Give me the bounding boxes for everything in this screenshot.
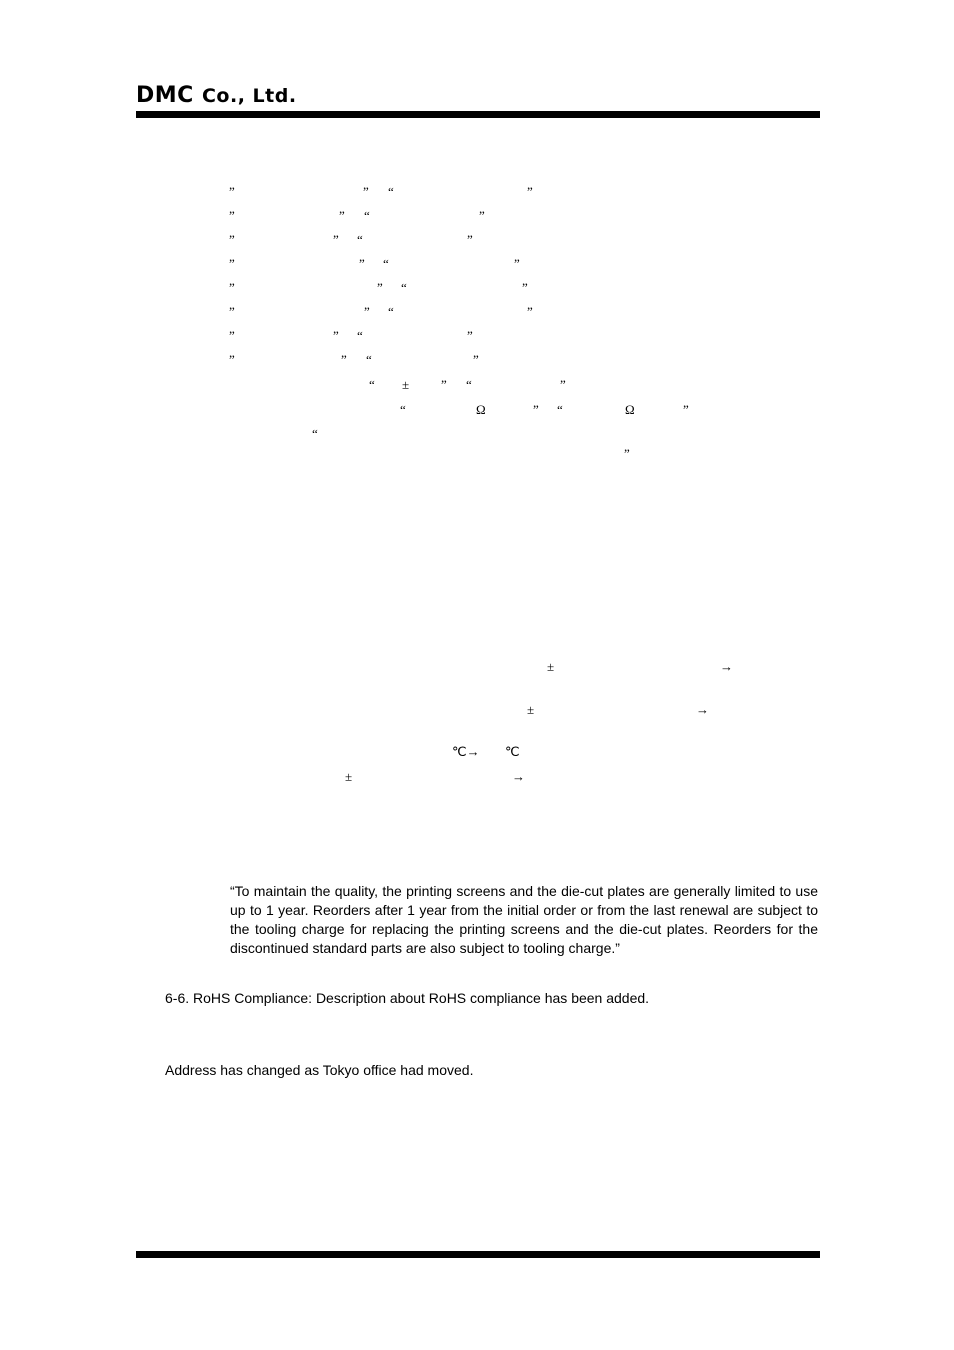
tooling-charge-paragraph: “To maintain the quality, the printing screens and the die-cut plates are generally limited to use up to 1 year. Reorders after 1 year from the initial order or from the last renewal are subject to the tooling charge for replacing the printing screens and the die-cut plates. Reorders for the discontinued standard parts are also subject to tooling charge.” (230, 883, 818, 956)
close-quote: ” (229, 232, 235, 247)
plus-minus-sign: ± (402, 377, 410, 392)
plus-minus-sign: ± (527, 702, 535, 717)
close-quote: ” (341, 352, 347, 367)
close-quote: ” (377, 280, 383, 295)
close-quote: ” (359, 256, 365, 271)
ohm-sign: Ω (625, 402, 635, 417)
arrow-symbol: → (512, 769, 525, 784)
close-quote: ” (229, 184, 235, 199)
close-quote: ” (683, 402, 689, 417)
arrow-symbol: → (720, 659, 733, 674)
open-quote: “ (383, 256, 389, 271)
close-quote: ” (479, 208, 485, 223)
open-quote: “ (388, 184, 394, 199)
close-quote: ” (473, 352, 479, 367)
close-quote: ” (560, 377, 566, 392)
close-quote: ” (533, 402, 539, 417)
close-quote: ” (364, 304, 370, 319)
close-quote: ” (624, 446, 630, 461)
open-quote: “ (364, 208, 370, 223)
company-logo (136, 84, 297, 108)
close-quote: ” (229, 328, 235, 343)
open-quote: “ (357, 328, 363, 343)
arrow-symbol: → (696, 702, 709, 717)
company-suffix: Co., Ltd. (201, 85, 297, 107)
header-rule (136, 111, 820, 118)
close-quote: ” (467, 232, 473, 247)
close-quote: ” (339, 208, 345, 223)
close-quote: ” (333, 232, 339, 247)
celsius-symbol: ℃ (505, 744, 520, 759)
close-quote: ” (229, 208, 235, 223)
close-quote: ” (527, 184, 533, 199)
open-quote: “ (557, 402, 563, 417)
close-quote: ” (333, 328, 339, 343)
close-quote: ” (229, 304, 235, 319)
footer-rule (136, 1251, 820, 1258)
close-quote: ” (527, 304, 533, 319)
open-quote: “ (466, 377, 472, 392)
open-quote: “ (369, 377, 375, 392)
open-quote: “ (400, 402, 406, 417)
close-quote: ” (522, 280, 528, 295)
close-quote: ” (441, 377, 447, 392)
ohm-sign: Ω (476, 402, 486, 417)
close-quote: ” (363, 184, 369, 199)
rohs-compliance-line: 6-6. RoHS Compliance: Description about RoHS compliance has been added. (165, 990, 650, 1006)
open-quote: “ (312, 426, 318, 441)
close-quote: ” (229, 280, 235, 295)
company-name: DMC (136, 83, 194, 108)
open-quote: “ (388, 304, 394, 319)
close-quote: ” (229, 256, 235, 271)
close-quote: ” (514, 256, 520, 271)
close-quote: ” (229, 352, 235, 367)
open-quote: “ (357, 232, 363, 247)
plus-minus-sign: ± (345, 769, 353, 784)
celsius-arrow-symbol: ℃→ (452, 744, 480, 759)
address-change-line: Address has changed as Tokyo office had moved. (165, 1062, 474, 1078)
open-quote: “ (401, 280, 407, 295)
open-quote: “ (366, 352, 372, 367)
plus-minus-sign: ± (547, 659, 555, 674)
close-quote: ” (467, 328, 473, 343)
